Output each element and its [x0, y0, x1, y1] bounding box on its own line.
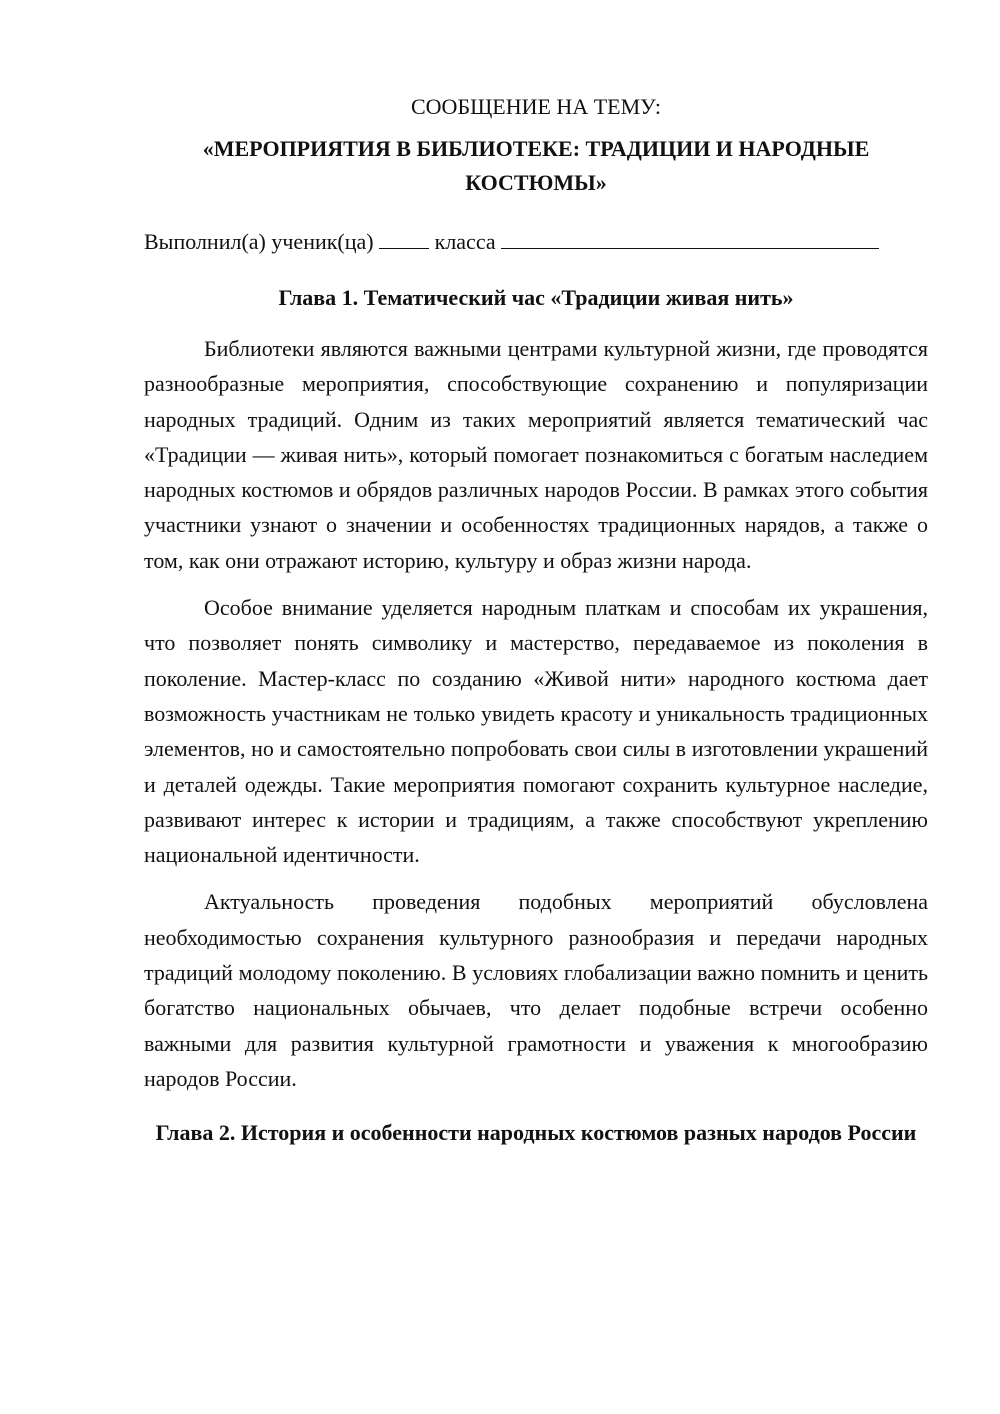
chapter-1-paragraph-2: Особое внимание уделяется народным платкам и способам их украшения, что позволяет понять символику и мастерство, передаваемое из поколения в поколение. Мастер-класс по созданию «Живой нити» народного костюма дает возможность участникам не только увидеть красоту и уникальность традиционных элементов, но и самостоятельно попробовать свои силы в изготовлении украшений и деталей одежды. Такие мероприятия помогают сохранить культурное наследие, развивают интерес к истории и традициям, а также способствуют укреплению национальной идентичности. [144, 595, 928, 868]
chapter-1-paragraph-3: Актуальность проведения подобных мероприятий обусловлена необходимостью сохранения культурного разнообразия и передачи народных традиций молодому поколению. В условиях глобализации важно помнить и ценить богатство национальных обычаев, что делает подобные встречи особенно важными для развития культурной грамотности и уважения к многообразию народов России. [144, 889, 928, 1091]
document-title: «МЕРОПРИЯТИЯ В БИБЛИОТЕКЕ: ТРАДИЦИИ И НАРОДНЫЕ КОСТЮМЫ» [202, 136, 870, 195]
name-blank-line [501, 226, 879, 249]
student-label: Выполнил(а) ученик(ца) [144, 229, 374, 254]
chapter-2-heading: Глава 2. История и особенности народных костюмов разных народов России [155, 1120, 917, 1146]
student-info-line [144, 226, 928, 257]
chapter-1-paragraph-1: Библиотеки являются важными центрами культурной жизни, где проводятся разнообразные мероприятия, способствующие сохранению и популяризации народных традиций. Одним из таких мероприятий является тематический час «Традиции — живая нить», который помогает познакомиться с богатым наследием народных костюмов и обрядов различных народов России. В рамках этого события участники узнают о значении и особенностях традиционных нарядов, а также о том, как они отражают историю, культуру и образ жизни народа. [144, 336, 928, 573]
document-body [144, 92, 928, 1150]
document-header-line: СООБЩЕНИЕ НА ТЕМУ: [411, 94, 661, 119]
class-label: класса [434, 229, 496, 254]
chapter-1-heading: Глава 1. Тематический час «Традиции живая нить» [278, 285, 794, 310]
grade-blank-line [379, 226, 429, 249]
